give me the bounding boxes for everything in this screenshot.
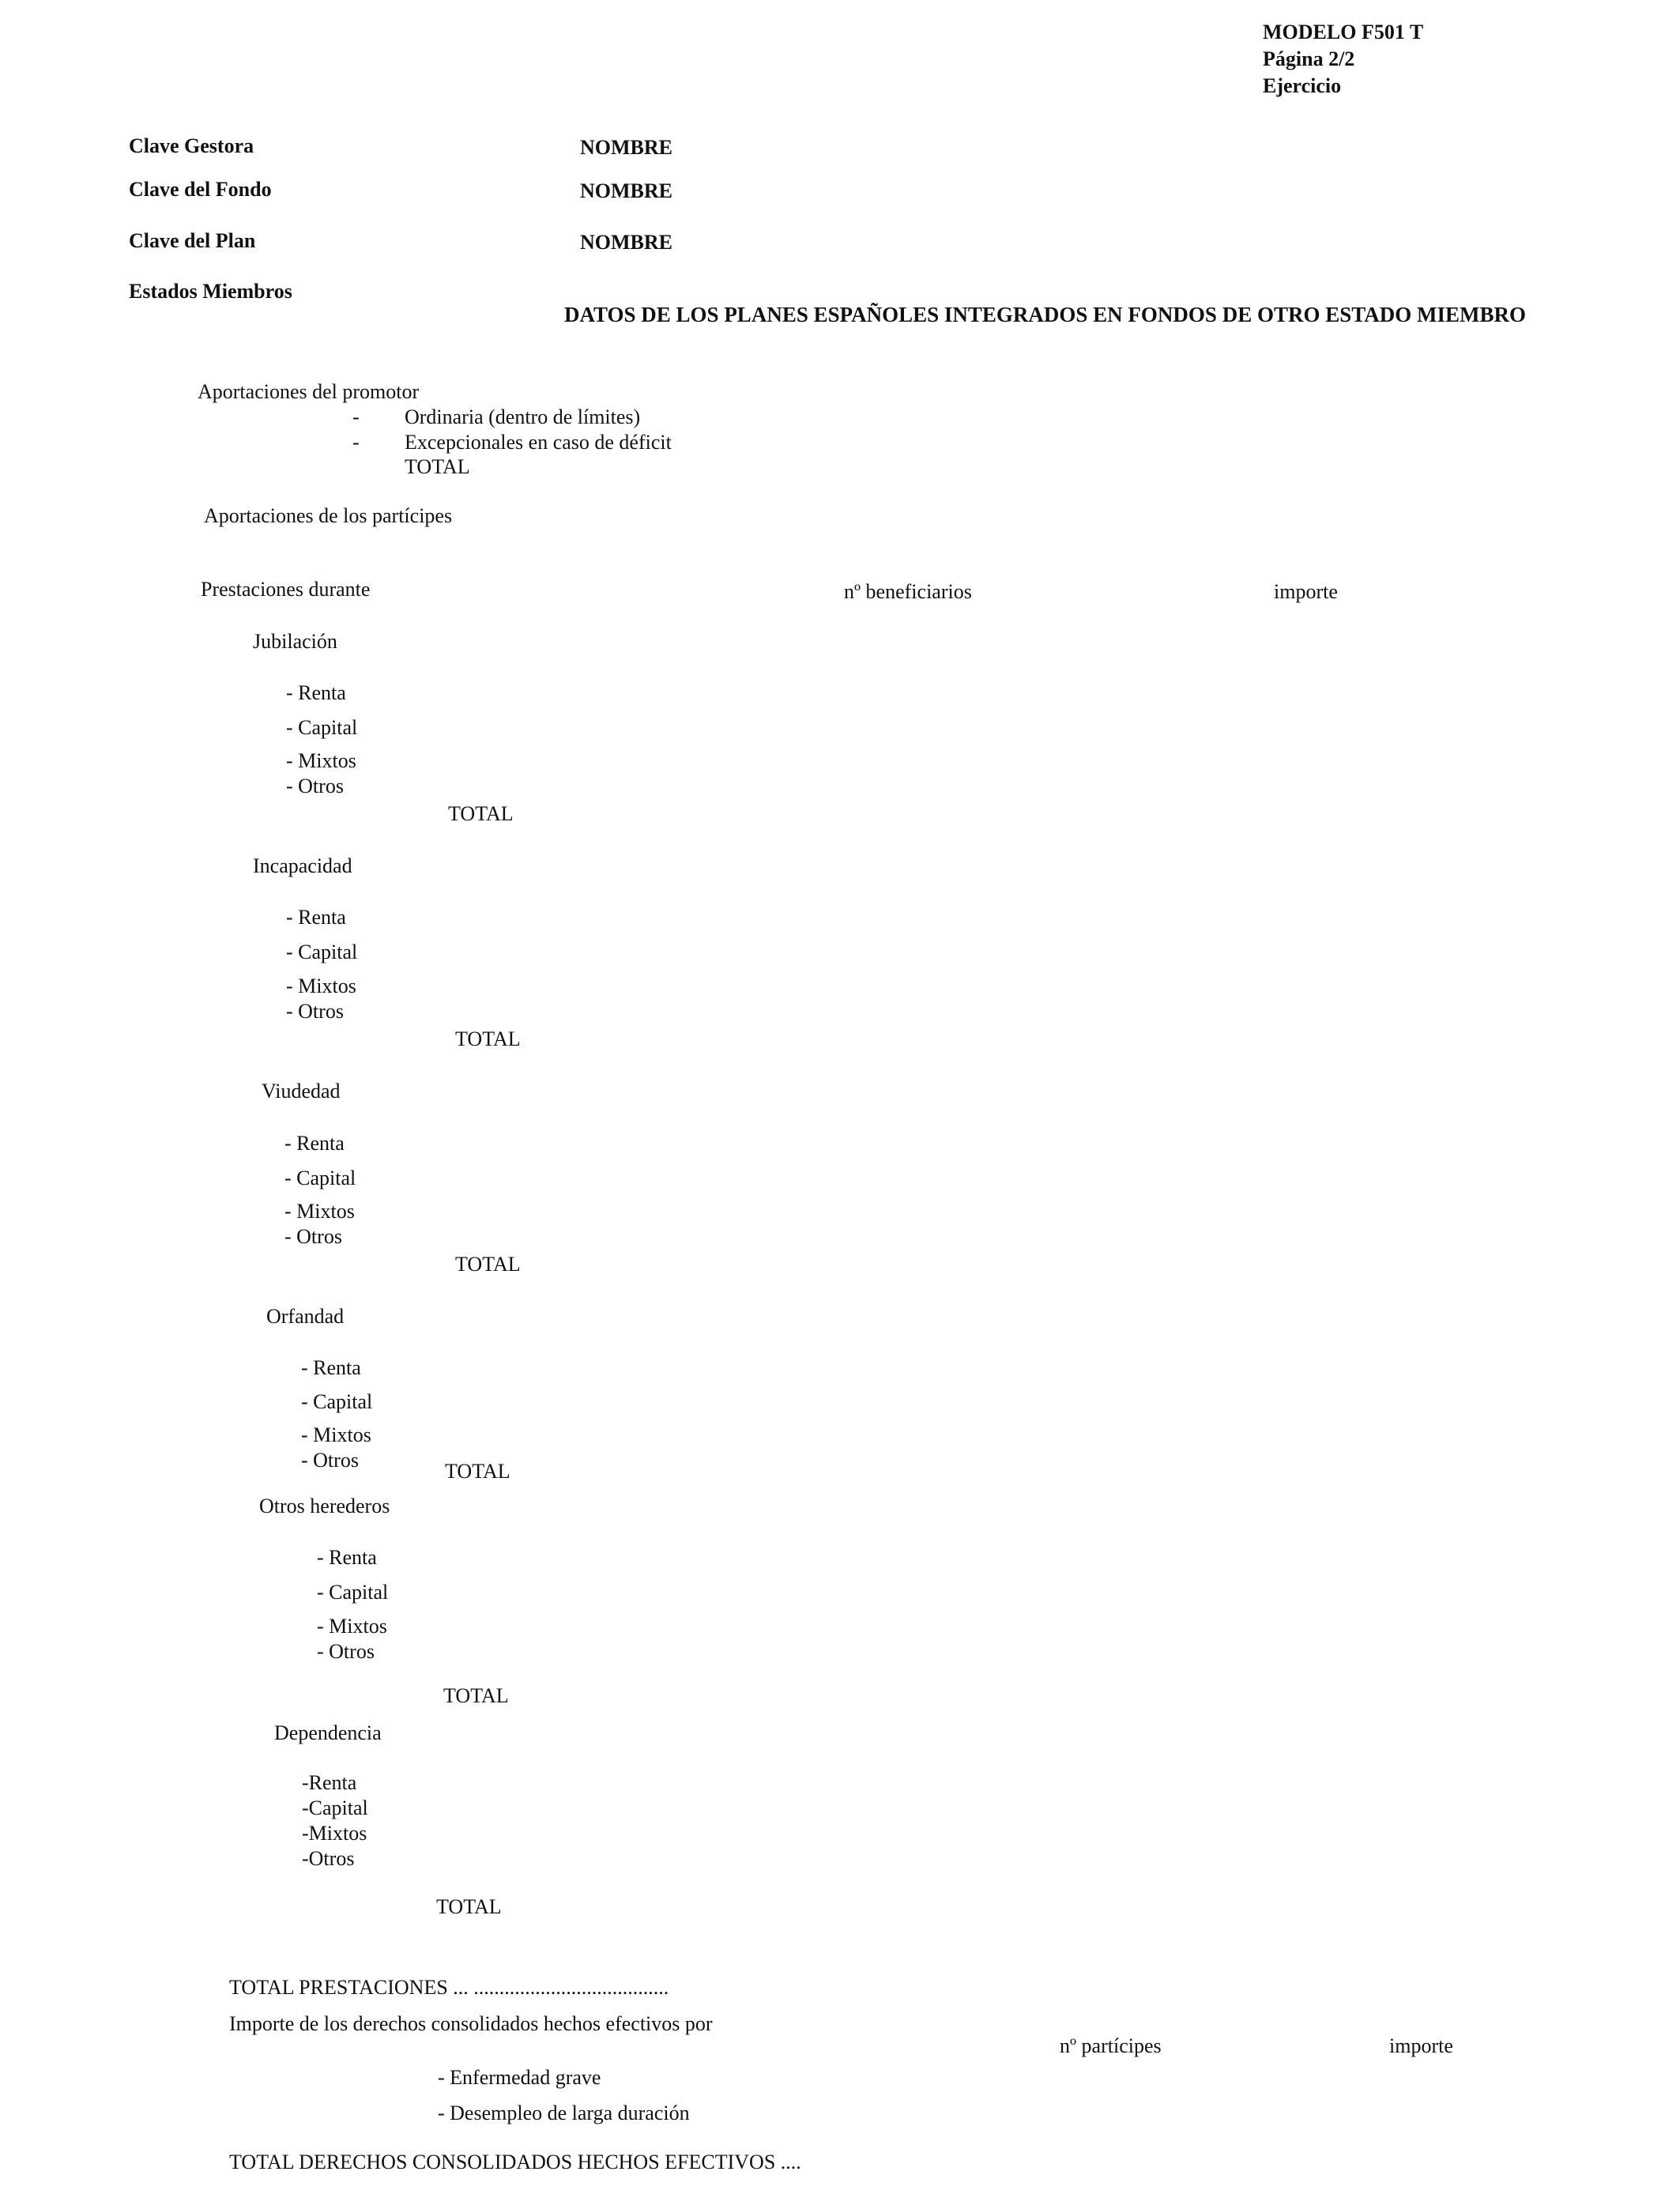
bullet-dash: - bbox=[352, 405, 360, 428]
beneficiarios-column-header: nº beneficiarios bbox=[844, 580, 972, 603]
derechos-heading: Importe de los derechos consolidados hechos efectivos por bbox=[229, 2012, 713, 2035]
group-item: - Capital bbox=[301, 1390, 373, 1413]
section-title: DATOS DE LOS PLANES ESPAÑOLES INTEGRADOS EN FONDOS DE OTRO ESTADO MIEMBRO bbox=[564, 303, 1526, 326]
group-item: - Mixtos bbox=[301, 1423, 371, 1446]
group-item: - Renta bbox=[284, 1132, 345, 1155]
group-item: - Renta bbox=[317, 1546, 377, 1569]
group-item: - Capital bbox=[284, 1167, 356, 1189]
group-item: - Renta bbox=[286, 906, 346, 929]
group-item: - Otros bbox=[301, 1449, 359, 1472]
importe-column-header: importe bbox=[1274, 580, 1338, 603]
participes-heading: Aportaciones de los partícipes bbox=[204, 504, 453, 527]
derechos-item-desempleo: - Desempleo de larga duración bbox=[438, 2102, 690, 2124]
group-item: - Capital bbox=[286, 941, 358, 963]
model-code: MODELO F501 T bbox=[1263, 21, 1424, 43]
group-name: Otros herederos bbox=[259, 1495, 390, 1517]
group-total: TOTAL bbox=[455, 1027, 521, 1050]
promotor-total: TOTAL bbox=[405, 455, 470, 478]
clave-plan-label: Clave del Plan bbox=[129, 229, 256, 252]
total-prestaciones: TOTAL PRESTACIONES ... ...................................... bbox=[229, 1976, 669, 1999]
group-item: - Mixtos bbox=[286, 974, 356, 997]
group-item: - Renta bbox=[286, 681, 346, 704]
group-item: - Mixtos bbox=[284, 1200, 355, 1223]
nombre-plan-label: NOMBRE bbox=[580, 231, 672, 254]
excepcionales-label: Excepcionales en caso de déficit bbox=[405, 431, 672, 454]
bullet-dash: - bbox=[352, 431, 360, 454]
ordinaria-label: Ordinaria (dentro de límites) bbox=[405, 405, 641, 428]
group-item: - Otros bbox=[286, 775, 344, 797]
estados-miembros-label: Estados Miembros bbox=[129, 280, 292, 303]
group-item: - Otros bbox=[286, 1000, 344, 1023]
clave-fondo-label: Clave del Fondo bbox=[129, 178, 272, 201]
group-total: TOTAL bbox=[443, 1684, 509, 1707]
group-name: Orfandad bbox=[266, 1305, 345, 1328]
group-item: -Otros bbox=[302, 1847, 355, 1870]
participes-column-header: nº partícipes bbox=[1060, 2034, 1162, 2057]
derechos-importe-column-header: importe bbox=[1389, 2034, 1453, 2057]
group-item: - Capital bbox=[317, 1581, 389, 1604]
group-name: Jubilación bbox=[253, 630, 337, 653]
group-total: TOTAL bbox=[448, 802, 514, 825]
group-total: TOTAL bbox=[445, 1460, 510, 1483]
group-item: - Mixtos bbox=[317, 1615, 387, 1638]
prestaciones-heading: Prestaciones durante bbox=[201, 578, 371, 601]
group-item: - Otros bbox=[317, 1640, 375, 1663]
group-item: -Renta bbox=[302, 1771, 357, 1794]
group-item: - Renta bbox=[301, 1356, 361, 1379]
group-total: TOTAL bbox=[436, 1895, 502, 1918]
clave-gestora-label: Clave Gestora bbox=[129, 134, 254, 157]
group-item: - Capital bbox=[286, 716, 358, 739]
nombre-gestora-label: NOMBRE bbox=[580, 136, 672, 159]
derechos-item-enfermedad: - Enfermedad grave bbox=[438, 2066, 601, 2089]
group-item: -Capital bbox=[302, 1796, 368, 1819]
group-item: - Otros bbox=[284, 1225, 342, 1248]
total-derechos: TOTAL DERECHOS CONSOLIDADOS HECHOS EFECTIVOS .... bbox=[229, 2151, 801, 2173]
fiscal-year-label: Ejercicio bbox=[1263, 74, 1342, 97]
group-name: Viudedad bbox=[262, 1080, 341, 1103]
group-name: Dependencia bbox=[274, 1721, 382, 1744]
group-item: - Mixtos bbox=[286, 749, 356, 772]
promotor-heading: Aportaciones del promotor bbox=[198, 380, 420, 403]
nombre-fondo-label: NOMBRE bbox=[580, 179, 672, 202]
group-item: -Mixtos bbox=[302, 1822, 367, 1845]
group-name: Incapacidad bbox=[253, 854, 352, 877]
page-number: Página 2/2 bbox=[1263, 47, 1355, 70]
group-total: TOTAL bbox=[455, 1253, 521, 1276]
